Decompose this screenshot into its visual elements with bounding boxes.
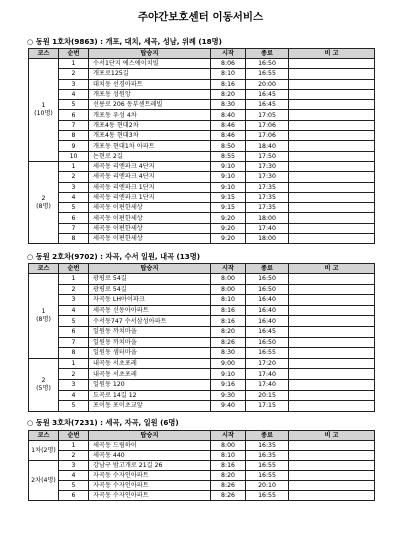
- col-header-stop: 탑승지: [89, 431, 211, 441]
- boarding-place-cell: 세곡동 리엔파크 1단지: [89, 182, 211, 192]
- col-header-start: 시작: [211, 431, 246, 441]
- boarding-place-cell: 세곡동 이편한세상: [89, 234, 211, 244]
- seq-cell: 6: [59, 110, 89, 120]
- remarks-cell: [289, 305, 375, 316]
- remarks-cell: [289, 481, 375, 491]
- end-time-cell: 17:06: [246, 131, 289, 141]
- start-time-cell: 9:16: [211, 379, 246, 390]
- seq-cell: 3: [59, 182, 89, 192]
- table-row: [29, 182, 375, 192]
- boarding-place-cell: 자곡동 수자인아파트: [89, 491, 211, 501]
- remarks-cell: [289, 390, 375, 401]
- start-time-cell: 8:50: [211, 141, 246, 151]
- end-time-cell: 16:50: [246, 337, 289, 348]
- table-row: [29, 79, 375, 89]
- remarks-cell: [289, 203, 375, 213]
- end-time-cell: 16:40: [246, 305, 289, 316]
- remarks-cell: [289, 358, 375, 369]
- end-time-cell: 17:30: [246, 172, 289, 182]
- seq-cell: 3: [59, 295, 89, 306]
- start-time-cell: 8:10: [211, 451, 246, 461]
- start-time-cell: 8:16: [211, 305, 246, 316]
- table-row: [29, 203, 375, 213]
- course-cell: [29, 441, 59, 461]
- seq-cell: 8: [59, 131, 89, 141]
- remarks-cell: [289, 234, 375, 244]
- boarding-place-cell: 일원동 까치마을: [89, 326, 211, 337]
- document-title: 주야간보호센터 이동서비스: [137, 11, 264, 23]
- remarks-cell: [289, 213, 375, 223]
- start-time-cell: 8:55: [211, 151, 246, 161]
- course-number: 1: [41, 307, 46, 315]
- col-header-course: 코스: [29, 49, 59, 59]
- course-number: 2: [41, 376, 46, 384]
- table-row: [29, 234, 375, 244]
- boarding-place-cell: 세곡동 드림하이: [89, 441, 211, 451]
- course-passenger-count: (10명): [34, 109, 53, 117]
- boarding-place-cell: 개포로125길: [89, 69, 211, 79]
- remarks-cell: [289, 337, 375, 348]
- seq-cell: 1: [59, 59, 89, 69]
- start-time-cell: 9:10: [211, 369, 246, 380]
- table-row: [29, 441, 375, 451]
- remarks-cell: [289, 161, 375, 171]
- start-time-cell: 9:15: [211, 192, 246, 202]
- col-header-stop: 탑승지: [89, 264, 211, 274]
- col-header-course: 코스: [29, 264, 59, 274]
- end-time-cell: 17:35: [246, 203, 289, 213]
- remarks-cell: [289, 100, 375, 110]
- start-time-cell: 8:26: [211, 337, 246, 348]
- remarks-cell: [289, 491, 375, 501]
- end-time-cell: 17:20: [246, 358, 289, 369]
- boarding-place-cell: 세곡동 리엔파크 4단지: [89, 161, 211, 171]
- remarks-cell: [289, 120, 375, 130]
- start-time-cell: 8:16: [211, 79, 246, 89]
- seq-cell: 4: [59, 192, 89, 202]
- end-time-cell: 16:45: [246, 89, 289, 99]
- end-time-cell: 16:35: [246, 441, 289, 451]
- table-header-row: [29, 431, 375, 441]
- table-row: [29, 100, 375, 110]
- end-time-cell: 16:35: [246, 451, 289, 461]
- end-time-cell: 16:50: [246, 274, 289, 285]
- course-label: 2차(4명): [31, 476, 56, 484]
- table-row: [29, 369, 375, 380]
- boarding-place-cell: 수서1단지 에스에이치빌: [89, 59, 211, 69]
- start-time-cell: 9:00: [211, 358, 246, 369]
- remarks-cell: [289, 223, 375, 233]
- table-header-row: [29, 264, 375, 274]
- table-row: [29, 59, 375, 69]
- seq-cell: 7: [59, 337, 89, 348]
- remarks-cell: [289, 316, 375, 327]
- table-row: [29, 326, 375, 337]
- col-header-no: 순번: [59, 264, 89, 274]
- start-time-cell: 8:30: [211, 348, 246, 359]
- table-row: [29, 89, 375, 99]
- start-time-cell: 9:30: [211, 390, 246, 401]
- start-time-cell: 9:20: [211, 213, 246, 223]
- boarding-place-cell: 세곡동 리엔파크 1단지: [89, 192, 211, 202]
- remarks-cell: [289, 79, 375, 89]
- start-time-cell: 9:15: [211, 203, 246, 213]
- start-time-cell: 8:10: [211, 295, 246, 306]
- boarding-place-cell: 내곡동 서초포레: [89, 369, 211, 380]
- seq-cell: 3: [59, 461, 89, 471]
- boarding-place-cell: 일원동 까치마을: [89, 337, 211, 348]
- seq-cell: 4: [59, 471, 89, 481]
- table-header-row: [29, 49, 375, 59]
- start-time-cell: 8:06: [211, 59, 246, 69]
- seq-cell: 6: [59, 491, 89, 501]
- course-cell: [29, 358, 59, 411]
- end-time-cell: 16:55: [246, 461, 289, 471]
- remarks-cell: [289, 369, 375, 380]
- end-time-cell: 17:40: [246, 379, 289, 390]
- table-row: [29, 284, 375, 295]
- end-time-cell: 18:00: [246, 213, 289, 223]
- table-row: [29, 337, 375, 348]
- seq-cell: 4: [59, 390, 89, 401]
- seq-cell: 5: [59, 481, 89, 491]
- schedule-table-vehicle-3: [28, 430, 375, 501]
- remarks-cell: [289, 471, 375, 481]
- seq-cell: 3: [59, 379, 89, 390]
- col-header-start: 시작: [211, 49, 246, 59]
- table-row: [29, 192, 375, 202]
- end-time-cell: 16:55: [246, 348, 289, 359]
- col-header-remarks: 비 고: [289, 49, 375, 59]
- course-passenger-count: (5명): [36, 384, 51, 392]
- seq-cell: 5: [59, 100, 89, 110]
- start-time-cell: 9:10: [211, 172, 246, 182]
- boarding-place-cell: 개포동 현대1차 아파트: [89, 141, 211, 151]
- end-time-cell: 16:50: [246, 284, 289, 295]
- boarding-place-cell: 수서동747 수서삼성아파트: [89, 316, 211, 327]
- end-time-cell: 16:40: [246, 316, 289, 327]
- end-time-cell: 17:05: [246, 110, 289, 120]
- table-row: [29, 481, 375, 491]
- end-time-cell: 18:40: [246, 141, 289, 151]
- boarding-place-cell: 세곡동 신동아아파트: [89, 305, 211, 316]
- remarks-cell: [289, 284, 375, 295]
- remarks-cell: [289, 89, 375, 99]
- col-header-course: 코스: [29, 431, 59, 441]
- end-time-cell: 16:50: [246, 59, 289, 69]
- seq-cell: 4: [59, 305, 89, 316]
- table-row: [29, 390, 375, 401]
- course-number: 1: [41, 101, 46, 109]
- remarks-cell: [289, 274, 375, 285]
- boarding-place-cell: 포이동 포이초교앞: [89, 401, 211, 412]
- col-header-start: 시작: [211, 264, 246, 274]
- start-time-cell: 8:26: [211, 491, 246, 501]
- remarks-cell: [289, 326, 375, 337]
- course-cell: [29, 59, 59, 162]
- col-header-remarks: 비 고: [289, 264, 375, 274]
- course-cell: [29, 274, 59, 359]
- end-time-cell: 17:35: [246, 192, 289, 202]
- start-time-cell: 8:20: [211, 326, 246, 337]
- remarks-cell: [289, 295, 375, 306]
- start-time-cell: 8:40: [211, 110, 246, 120]
- end-time-cell: 17:50: [246, 151, 289, 161]
- seq-cell: 1: [59, 441, 89, 451]
- end-time-cell: 20:15: [246, 390, 289, 401]
- seq-cell: 10: [59, 151, 89, 161]
- boarding-place-cell: 광평로 54길: [89, 274, 211, 285]
- seq-cell: 1: [59, 161, 89, 171]
- boarding-place-cell: 개포동 성원앙: [89, 89, 211, 99]
- table-row: [29, 358, 375, 369]
- table-row: [29, 379, 375, 390]
- seq-cell: 2: [59, 451, 89, 461]
- start-time-cell: 8:20: [211, 89, 246, 99]
- table-row: [29, 491, 375, 501]
- course-passenger-count: (8명): [36, 315, 51, 323]
- end-time-cell: 16:40: [246, 295, 289, 306]
- col-header-stop: 탑승지: [89, 49, 211, 59]
- end-time-cell: 17:40: [246, 369, 289, 380]
- table-row: [29, 69, 375, 79]
- seq-cell: 6: [59, 213, 89, 223]
- boarding-place-cell: 개포4동 현대3차: [89, 131, 211, 141]
- remarks-cell: [289, 69, 375, 79]
- start-time-cell: 8:10: [211, 69, 246, 79]
- table-row: [29, 348, 375, 359]
- end-time-cell: 16:45: [246, 326, 289, 337]
- table-row: [29, 110, 375, 120]
- end-time-cell: 20:00: [246, 79, 289, 89]
- col-header-end: 종료: [246, 264, 289, 274]
- end-time-cell: 16:55: [246, 491, 289, 501]
- boarding-place-cell: 개포동 우성 4차: [89, 110, 211, 120]
- seq-cell: 1: [59, 358, 89, 369]
- course-cell: [29, 161, 59, 243]
- col-header-remarks: 비 고: [289, 431, 375, 441]
- table-row: [29, 274, 375, 285]
- start-time-cell: 8:20: [211, 471, 246, 481]
- start-time-cell: 8:00: [211, 441, 246, 451]
- seq-cell: 2: [59, 284, 89, 295]
- boarding-place-cell: 세곡동 이편한세상: [89, 223, 211, 233]
- col-header-end: 종료: [246, 49, 289, 59]
- boarding-place-cell: 세곡동 리엔파크 4단지: [89, 172, 211, 182]
- table-row: [29, 471, 375, 481]
- start-time-cell: 9:20: [211, 234, 246, 244]
- remarks-cell: [289, 461, 375, 471]
- table-row: [29, 316, 375, 327]
- boarding-place-cell: 일원동 120: [89, 379, 211, 390]
- start-time-cell: 8:30: [211, 100, 246, 110]
- table-row: [29, 295, 375, 306]
- seq-cell: 9: [59, 141, 89, 151]
- boarding-place-cell: 개포4동 현대2차: [89, 120, 211, 130]
- boarding-place-cell: 강남구 밤고개로 21길 26: [89, 461, 211, 471]
- seq-cell: 2: [59, 69, 89, 79]
- seq-cell: 5: [59, 401, 89, 412]
- end-time-cell: 20:10: [246, 481, 289, 491]
- boarding-place-cell: 세곡동 이편한세상: [89, 213, 211, 223]
- boarding-place-cell: 선릉로 206 동부센트레빌: [89, 100, 211, 110]
- end-time-cell: 17:40: [246, 223, 289, 233]
- start-time-cell: 8:26: [211, 481, 246, 491]
- col-header-no: 순번: [59, 431, 89, 441]
- boarding-place-cell: 도곡로 14길 12: [89, 390, 211, 401]
- start-time-cell: 8:00: [211, 274, 246, 285]
- end-time-cell: 16:55: [246, 69, 289, 79]
- course-number: 2: [41, 194, 46, 202]
- remarks-cell: [289, 59, 375, 69]
- boarding-place-cell: 내곡동 서초포레: [89, 358, 211, 369]
- remarks-cell: [289, 151, 375, 161]
- end-time-cell: 17:35: [246, 182, 289, 192]
- remarks-cell: [289, 110, 375, 120]
- course-passenger-count: (8명): [36, 202, 51, 210]
- seq-cell: 5: [59, 316, 89, 327]
- boarding-place-cell: 논현로 2길: [89, 151, 211, 161]
- end-time-cell: 16:55: [246, 471, 289, 481]
- boarding-place-cell: 대치동 선경아파트: [89, 79, 211, 89]
- remarks-cell: [289, 401, 375, 412]
- seq-cell: 5: [59, 203, 89, 213]
- remarks-cell: [289, 172, 375, 182]
- table-row: [29, 451, 375, 461]
- boarding-place-cell: 자곡동 수자인아파트: [89, 481, 211, 491]
- start-time-cell: 9:20: [211, 223, 246, 233]
- start-time-cell: 9:40: [211, 401, 246, 412]
- remarks-cell: [289, 192, 375, 202]
- section-heading-vehicle-2: ○ 동원 2호차(9702) : 자곡, 수서 일원, 내곡 (13명): [27, 252, 201, 261]
- seq-cell: 7: [59, 120, 89, 130]
- table-row: [29, 213, 375, 223]
- boarding-place-cell: 자곡동 수자인아파트: [89, 471, 211, 481]
- start-time-cell: 8:00: [211, 284, 246, 295]
- table-row: [29, 131, 375, 141]
- start-time-cell: 9:10: [211, 161, 246, 171]
- remarks-cell: [289, 451, 375, 461]
- seq-cell: 8: [59, 348, 89, 359]
- remarks-cell: [289, 348, 375, 359]
- schedule-table-vehicle-1: [28, 48, 375, 244]
- boarding-place-cell: 세곡동 440: [89, 451, 211, 461]
- seq-cell: 3: [59, 79, 89, 89]
- end-time-cell: 18:00: [246, 234, 289, 244]
- table-row: [29, 401, 375, 412]
- table-row: [29, 161, 375, 171]
- section-heading-vehicle-3: ○ 동원 3호차(7231) : 세곡, 자곡, 일원 (6명): [27, 418, 179, 427]
- col-header-no: 순번: [59, 49, 89, 59]
- seq-cell: 4: [59, 89, 89, 99]
- schedule-table-vehicle-2: [28, 263, 375, 412]
- seq-cell: 8: [59, 234, 89, 244]
- remarks-cell: [289, 441, 375, 451]
- end-time-cell: 17:15: [246, 401, 289, 412]
- start-time-cell: 8:46: [211, 131, 246, 141]
- start-time-cell: 8:46: [211, 120, 246, 130]
- remarks-cell: [289, 379, 375, 390]
- seq-cell: 1: [59, 274, 89, 285]
- remarks-cell: [289, 182, 375, 192]
- table-row: [29, 461, 375, 471]
- end-time-cell: 17:30: [246, 161, 289, 171]
- table-row: [29, 141, 375, 151]
- remarks-cell: [289, 131, 375, 141]
- seq-cell: 6: [59, 326, 89, 337]
- end-time-cell: 17:06: [246, 120, 289, 130]
- table-row: [29, 172, 375, 182]
- boarding-place-cell: 일원동 샘터마을: [89, 348, 211, 359]
- end-time-cell: 16:45: [246, 100, 289, 110]
- start-time-cell: 8:16: [211, 316, 246, 327]
- table-row: [29, 223, 375, 233]
- table-row: [29, 305, 375, 316]
- boarding-place-cell: 자곡동 LH아이파크: [89, 295, 211, 306]
- boarding-place-cell: 세곡동 이편한세상: [89, 203, 211, 213]
- section-heading-vehicle-1: ○ 동원 1호차(9863) : 개포, 대치, 세곡, 성남, 위례 (18명): [27, 37, 222, 46]
- start-time-cell: 9:10: [211, 182, 246, 192]
- course-label: 1차(2명): [31, 446, 56, 454]
- course-cell: [29, 461, 59, 501]
- table-row: [29, 151, 375, 161]
- seq-cell: 7: [59, 223, 89, 233]
- table-row: [29, 120, 375, 130]
- start-time-cell: 8:16: [211, 461, 246, 471]
- remarks-cell: [289, 141, 375, 151]
- seq-cell: 2: [59, 369, 89, 380]
- seq-cell: 2: [59, 172, 89, 182]
- col-header-end: 종료: [246, 431, 289, 441]
- boarding-place-cell: 광평로 54길: [89, 284, 211, 295]
